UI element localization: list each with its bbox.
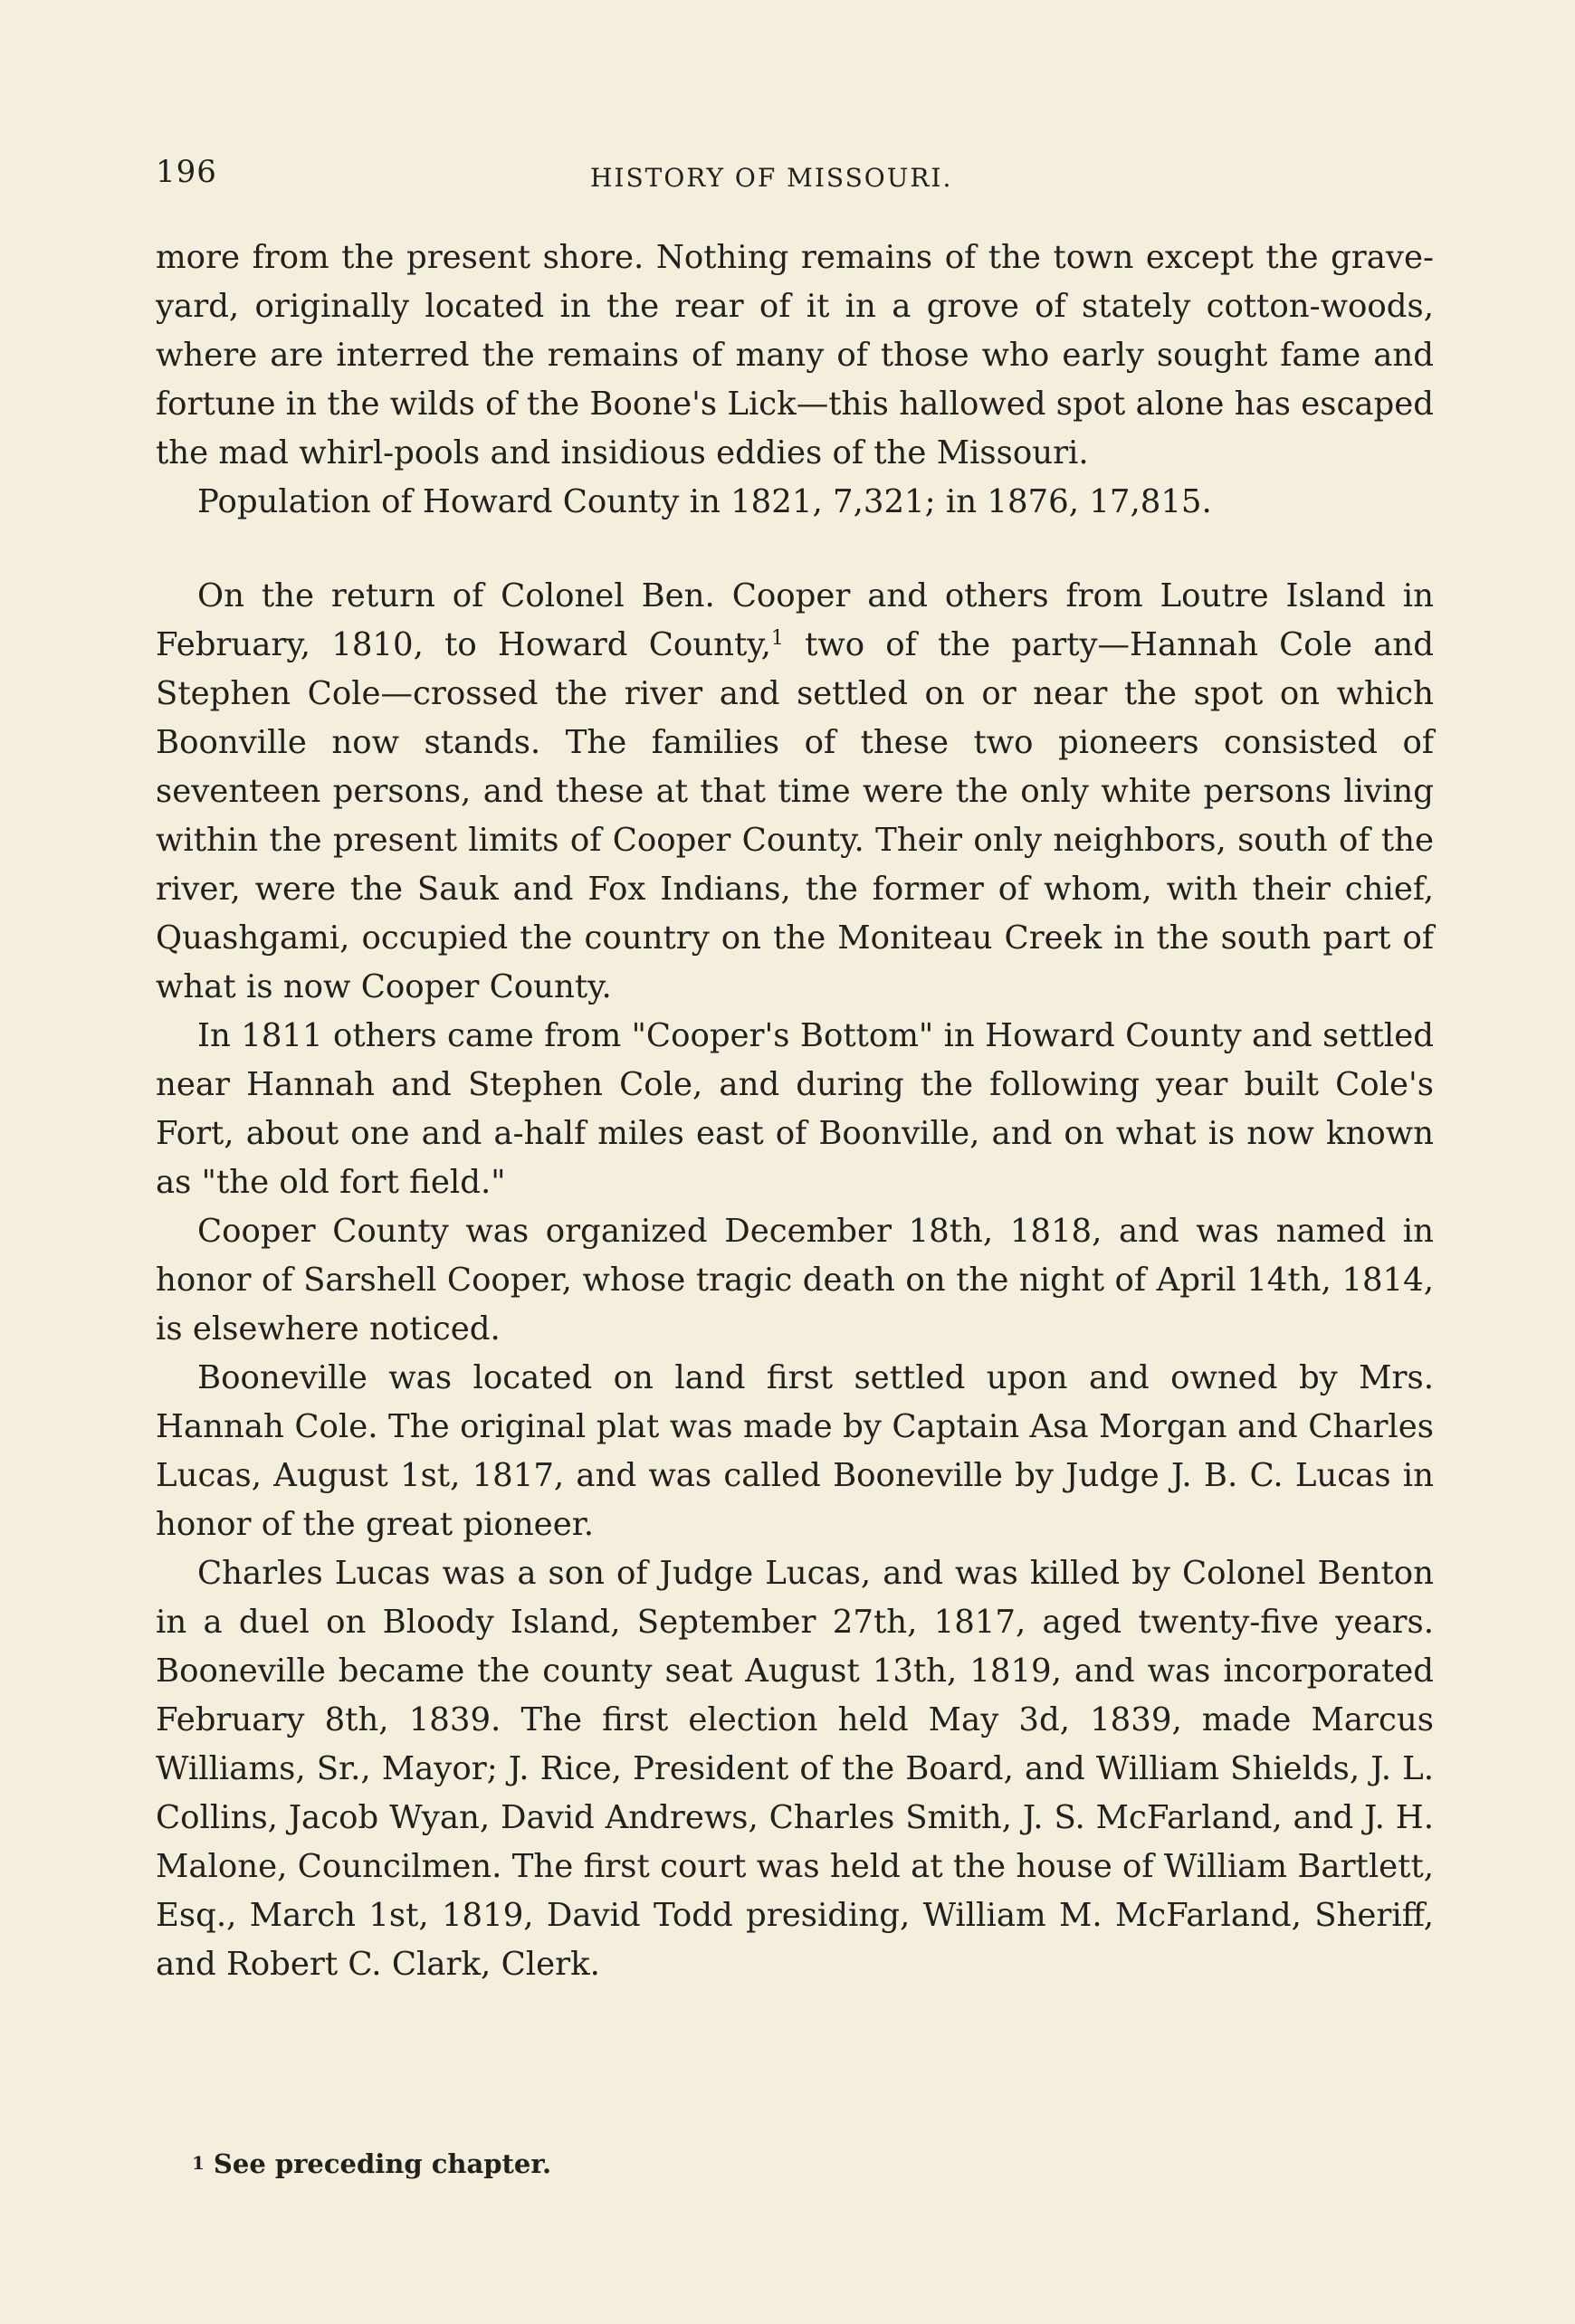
paragraph-population: Population of Howard County in 1821, 7,321; in 1876, 17,815.: [197, 483, 1212, 520]
footnote-text: See preceding chapter.: [213, 2148, 552, 2179]
paragraph-cole-settlement-part2: two of the party—Hannah Cole and Stephen Cole—crossed the river and settled on or near the spot on which Boonville now stands. The families of these two pioneers consisted of seventeen persons, and these at that time were the only white persons living within the present limits of Cooper County. Their only neighbors, south of the river, were the Sauk and Fox Indians, the former of whom, with their chief, Quashgami, occupied the country on the Moniteau Creek in the south part of what is now Cooper County.: [156, 626, 1435, 1005]
paragraph-charles-lucas: Charles Lucas was a son of Judge Lucas, and was killed by Colonel Benton in a duel on Bloody Island, September 27th, 1817, aged twenty-five years. Booneville became the county seat August 13th, 1819, and was incorporated February 8th, 1839. The first election held May 3d, 1839, made Marcus Williams, Sr., Mayor; J. Rice, President of the Board, and William Shields, J. L. Collins, Jacob Wyan, David Andrews, Charles Smith, J. S. McFarland, and J. H. Malone, Councilmen. The first court was held at the house of William Bartlett, Esq., March 1st, 1819, David Todd presiding, William M. McFarland, Sheriff, and Robert C. Clark, Clerk.: [156, 1555, 1434, 1983]
running-head: HISTORY OF MISSOURI.: [590, 163, 953, 193]
paragraph-cooper-county: Cooper County was organized December 18th, 1818, and was named in honor of Sarshell Cooper, whose tragic death on the night of April 14th, 1814, is elsewhere noticed.: [156, 1213, 1434, 1348]
footnote: [192, 2148, 551, 2179]
footnote-reference: 1: [770, 627, 784, 650]
page-number: 196: [156, 154, 217, 190]
paragraph-cole-settlement-part1: On the return of Colonel Ben. Cooper and others from Loutre Island in February, 1810, to Howard County,: [156, 577, 1434, 663]
paragraph-booneville: Booneville was located on land first settled upon and owned by Mrs. Hannah Cole. The original plat was made by Captain Asa Morgan and Charles Lucas, August 1st, 1817, and was called Booneville by Judge J. B. C. Lucas in honor of the great pioneer.: [156, 1359, 1434, 1543]
paragraph-coles-fort: In 1811 others came from "Cooper's Bottom" in Howard County and settled near Hannah and Stephen Cole, and during the following year built Cole's Fort, about one and a-half miles east of Boonville, and on what is now known as "the old fort field.": [156, 1017, 1434, 1201]
body-text: [156, 233, 1434, 1989]
page-header: [156, 154, 1441, 199]
paragraph-cole-settlement: [156, 572, 1434, 1012]
footnote-mark: 1: [192, 2152, 205, 2174]
paragraph-continued: more from the present shore. Nothing remains of the town except the grave-yard, originally located in the rear of it in a grove of stately cotton-woods, where are interred the remains of many of those who early sought fame and fortune in the wilds of the Boone's Lick—this hallowed spot alone has escaped the mad whirl-pools and insidious eddies of the Missouri.: [156, 239, 1434, 471]
